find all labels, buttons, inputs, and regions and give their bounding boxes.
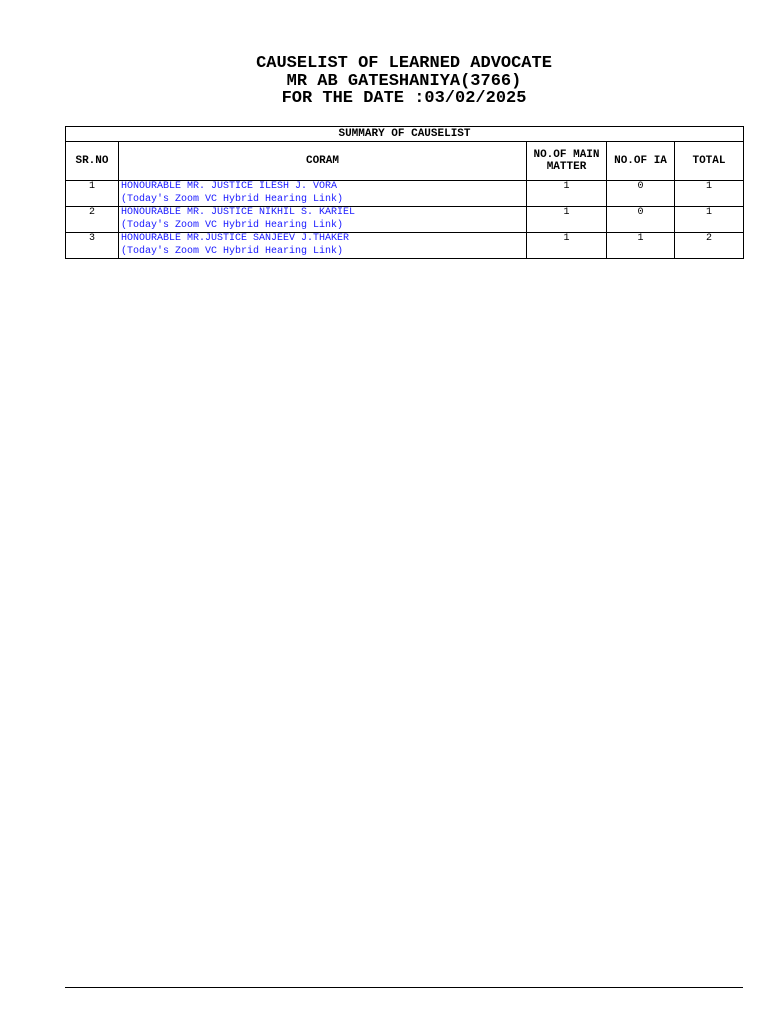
zoom-hearing-link[interactable]: (Today's Zoom VC Hybrid Hearing Link)	[121, 193, 344, 205]
col-header-ia: NO.OF IA	[607, 142, 675, 181]
summary-caption: SUMMARY OF CAUSELIST	[66, 127, 744, 142]
col-header-srno: SR.NO	[66, 142, 119, 181]
col-header-total: TOTAL	[675, 142, 744, 181]
title-line-1: CAUSELIST OF LEARNED ADVOCATE	[256, 54, 552, 73]
table-row	[66, 181, 744, 207]
judge-link[interactable]: HONOURABLE MR. JUSTICE NIKHIL S. KARIEL	[121, 207, 356, 218]
footer-divider	[65, 987, 743, 988]
cell-coram	[119, 181, 527, 207]
cell-total: 1	[675, 181, 744, 207]
cell-ia: 1	[607, 233, 675, 259]
cell-main-matter: 1	[527, 233, 607, 259]
table-header-row	[66, 142, 744, 181]
cell-ia: 0	[607, 181, 675, 207]
cell-coram	[119, 207, 527, 233]
cell-main-matter: 1	[527, 181, 607, 207]
document-title	[0, 55, 768, 108]
summary-table	[65, 126, 744, 259]
judge-link[interactable]: HONOURABLE MR. JUSTICE ILESH J. VORA	[121, 181, 338, 192]
judge-link[interactable]: HONOURABLE MR.JUSTICE SANJEEV J.THAKER	[121, 233, 350, 244]
cell-main-matter: 1	[527, 207, 607, 233]
cell-coram	[119, 233, 527, 259]
cell-ia: 0	[607, 207, 675, 233]
zoom-hearing-link[interactable]: (Today's Zoom VC Hybrid Hearing Link)	[121, 245, 344, 257]
table-row	[66, 207, 744, 233]
cell-total: 2	[675, 233, 744, 259]
col-header-coram: CORAM	[119, 142, 527, 181]
cell-srno: 2	[66, 207, 119, 233]
cell-srno: 3	[66, 233, 119, 259]
title-line-3: FOR THE DATE :03/02/2025	[281, 89, 527, 108]
zoom-hearing-link[interactable]: (Today's Zoom VC Hybrid Hearing Link)	[121, 219, 344, 231]
col-header-main-matter: NO.OF MAIN MATTER	[527, 142, 607, 181]
title-line-2: MR AB GATESHANIYA(3766)	[286, 71, 522, 91]
cell-total: 1	[675, 207, 744, 233]
cell-srno: 1	[66, 181, 119, 207]
table-row	[66, 233, 744, 259]
